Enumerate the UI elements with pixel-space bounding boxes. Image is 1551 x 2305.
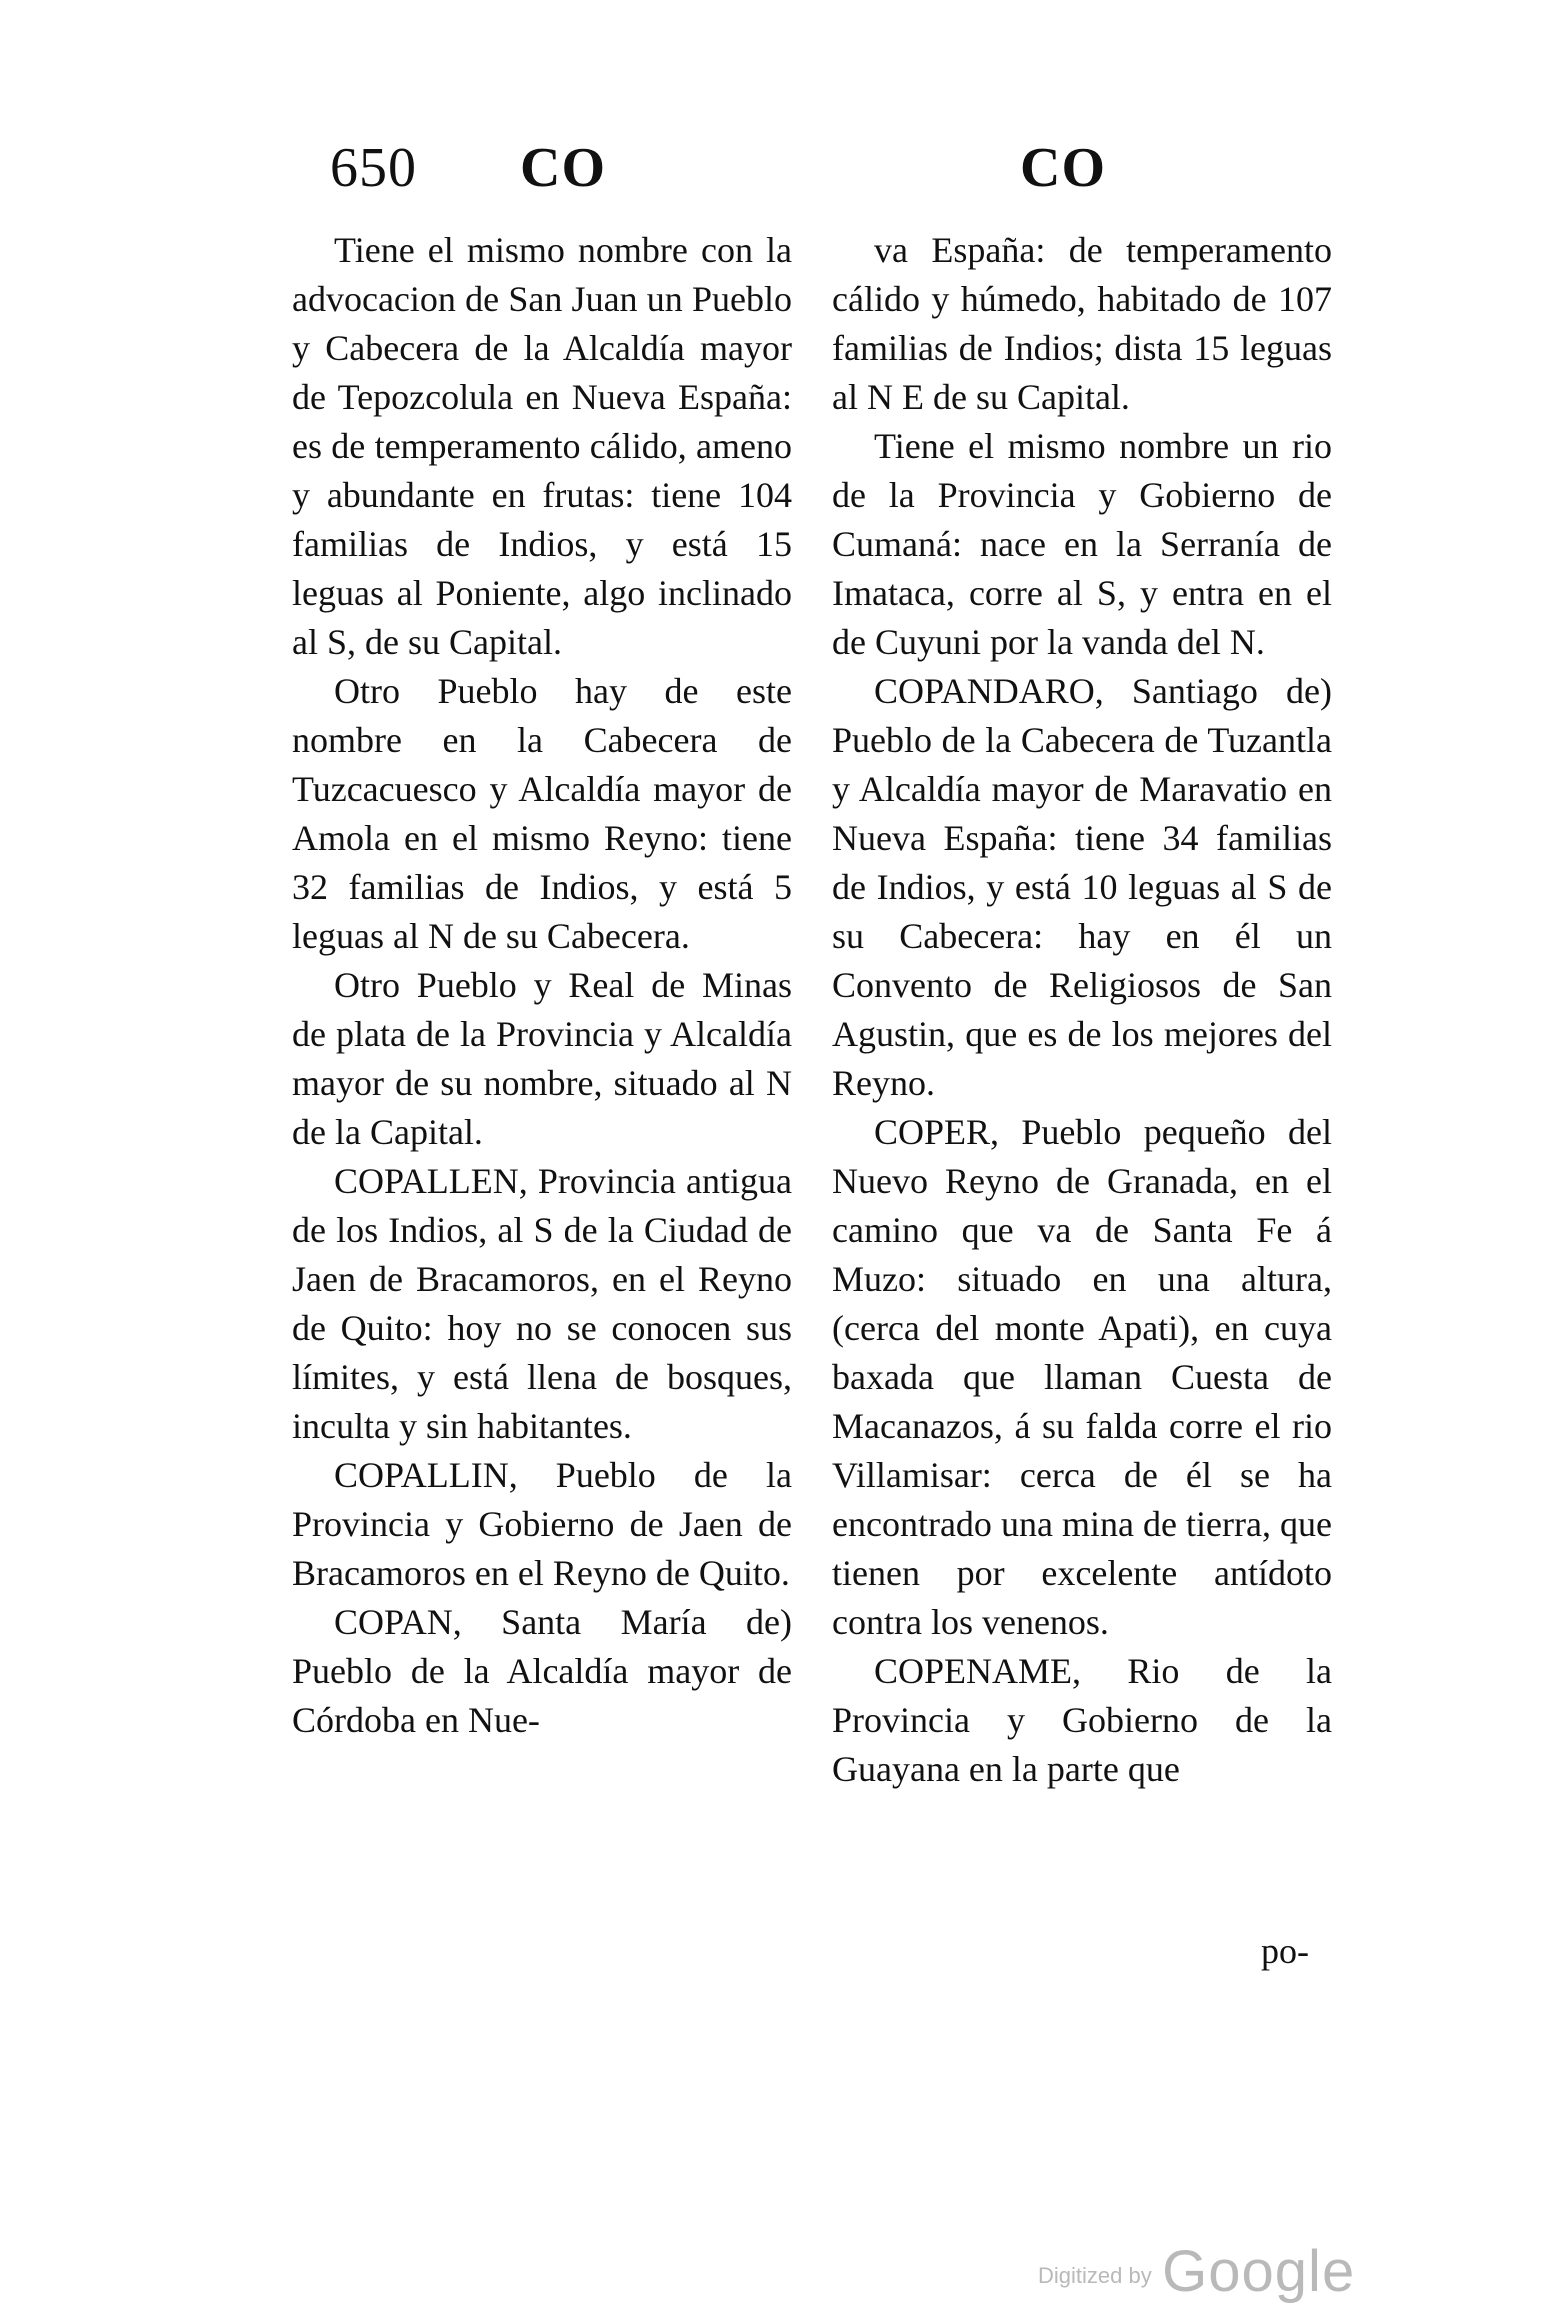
- page-number: 650: [330, 137, 417, 199]
- left-paragraph-3: Otro Pueblo y Real de Minas de plata de la Provincia y Alcaldía mayor de su nombre, situado al N de la Capital.: [292, 965, 792, 1152]
- right-paragraph-5: COPENAME, Rio de la Provincia y Gobierno de la Guayana en la parte que: [832, 1651, 1332, 1789]
- left-column: [292, 226, 792, 1745]
- left-paragraph-6: COPAN, Santa María de) Pueblo de la Alcaldía mayor de Córdoba en Nue-: [292, 1602, 792, 1740]
- left-running-head: CO: [520, 137, 606, 199]
- left-paragraph-2: Otro Pueblo hay de este nombre en la Cabecera de Tuzcacuesco y Alcaldía mayor de Amola en el mismo Reyno: tiene 32 familias de Indios, y está 5 leguas al N de su Cabecera.: [292, 671, 792, 956]
- right-paragraph-2: Tiene el mismo nombre un rio de la Provincia y Gobierno de Cumaná: nace en la Serranía de Imataca, corre al S, y entra en el de Cuyuni por la vanda del N.: [832, 426, 1332, 662]
- right-column: [832, 226, 1332, 1794]
- right-paragraph-3: COPANDARO, Santiago de) Pueblo de la Cabecera de Tuzantla y Alcaldía mayor de Maravatio en Nueva España: tiene 34 familias de Indios, y está 10 leguas al S de su Cabecera: hay en él un Convento de Religiosos de San Agustin, que es de los mejores del Reyno.: [832, 671, 1332, 1103]
- watermark-logo-text: Google: [1162, 2239, 1356, 2304]
- left-paragraph-4: COPALLEN, Provincia antigua de los Indios, al S de la Ciudad de Jaen de Bracamoros, en el Reyno de Quito: hoy no se conocen sus límites, y está llena de bosques, inculta y sin habitantes.: [292, 1161, 792, 1446]
- catchword: po-: [1261, 1931, 1309, 1971]
- right-paragraph-1: va España: de temperamento cálido y húmedo, habitado de 107 familias de Indios; dista 15 leguas al N E de su Capital.: [832, 230, 1332, 417]
- page-header: [330, 137, 1330, 220]
- left-paragraph-1: Tiene el mismo nombre con la advocacion de San Juan un Pueblo y Cabecera de la Alcaldía mayor de Tepozcolula en Nueva España: es de temperamento cálido, ameno y abundante en frutas: tiene 104 familias de Indios, y está 15 leguas al Poniente, algo inclinado al S, de su Capital.: [292, 230, 792, 662]
- left-paragraph-5: COPALLIN, Pueblo de la Provincia y Gobierno de Jaen de Bracamoros en el Reyno de Quito.: [292, 1455, 792, 1593]
- right-running-head: CO: [1020, 137, 1106, 199]
- watermark-small-text: Digitized by: [1038, 2263, 1152, 2288]
- digitized-by-watermark: [1038, 2238, 1355, 2305]
- right-paragraph-4: COPER, Pueblo pequeño del Nuevo Reyno de Granada, en el camino que va de Santa Fe á Muzo: situado en una altura, (cerca del monte Apati), en cuya baxada que llaman Cuesta de Macanazos, á su falda corre el rio Villamisar: cerca de él se ha encontrado una mina de tierra, que tienen por excelente antídoto contra los venenos.: [832, 1112, 1332, 1642]
